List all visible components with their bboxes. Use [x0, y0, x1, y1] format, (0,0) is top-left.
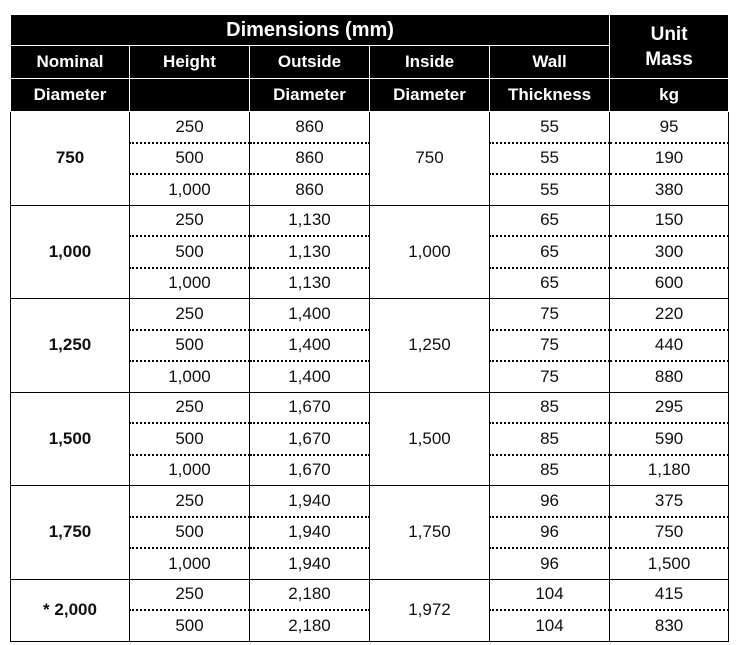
- unit-mass-cell: 1,180: [610, 455, 729, 486]
- unit-mass-cell: 300: [610, 236, 729, 268]
- wall-thickness-cell: 75: [490, 299, 610, 330]
- unit-mass-cell: 830: [610, 610, 729, 641]
- unit-mass-cell: 380: [610, 174, 729, 205]
- inside-diameter-cell: 1,972: [370, 579, 490, 641]
- height-subheader: [130, 79, 250, 112]
- outside-diameter-cell: 1,400: [250, 299, 370, 330]
- dimensions-table-container: [10, 14, 728, 642]
- unit-mass-cell: 590: [610, 423, 729, 455]
- height-cell: 1,000: [130, 548, 250, 579]
- nominal-diameter-cell: * 2,000: [11, 579, 130, 641]
- wall-thickness-subheader: Thickness: [490, 79, 610, 112]
- wall-thickness-cell: 65: [490, 236, 610, 268]
- wall-thickness-cell: 55: [490, 112, 610, 143]
- unit-mass-cell: 150: [610, 205, 729, 236]
- unit-mass-cell: 220: [610, 299, 729, 330]
- table-row: [11, 205, 729, 236]
- unit-mass-cell: 1,500: [610, 548, 729, 579]
- height-cell: 250: [130, 486, 250, 517]
- unit-mass-cell: 750: [610, 517, 729, 549]
- table-row: [11, 299, 729, 330]
- outside-diameter-cell: 1,400: [250, 361, 370, 392]
- unit-mass-header: [610, 15, 729, 79]
- height-cell: 1,000: [130, 361, 250, 392]
- nominal-diameter-subheader: Diameter: [11, 79, 130, 112]
- height-cell: 500: [130, 610, 250, 641]
- outside-diameter-cell: 1,940: [250, 548, 370, 579]
- dimensions-table: [10, 14, 729, 642]
- wall-thickness-cell: 65: [490, 268, 610, 299]
- outside-diameter-subheader: Diameter: [250, 79, 370, 112]
- unit-mass-cell: 95: [610, 112, 729, 143]
- inside-diameter-cell: 1,000: [370, 205, 490, 299]
- table-row: [11, 112, 729, 143]
- wall-thickness-cell: 55: [490, 143, 610, 175]
- unit-mass-cell: 880: [610, 361, 729, 392]
- outside-diameter-cell: 1,130: [250, 236, 370, 268]
- mass-label: Mass: [645, 48, 693, 70]
- height-cell: 1,000: [130, 455, 250, 486]
- wall-thickness-cell: 75: [490, 330, 610, 362]
- inside-header: Inside: [370, 46, 490, 79]
- height-cell: 500: [130, 143, 250, 175]
- nominal-diameter-cell: 1,500: [11, 392, 130, 486]
- unit-mass-cell: 295: [610, 392, 729, 423]
- height-cell: 250: [130, 579, 250, 610]
- wall-thickness-cell: 55: [490, 174, 610, 205]
- height-cell: 500: [130, 236, 250, 268]
- table-row: [11, 392, 729, 423]
- inside-diameter-cell: 1,250: [370, 299, 490, 393]
- wall-thickness-cell: 75: [490, 361, 610, 392]
- wall-thickness-cell: 104: [490, 610, 610, 641]
- inside-diameter-cell: 1,750: [370, 486, 490, 580]
- height-cell: 500: [130, 423, 250, 455]
- unit-mass-cell: 190: [610, 143, 729, 175]
- inside-diameter-cell: 750: [370, 112, 490, 206]
- height-cell: 1,000: [130, 174, 250, 205]
- inside-diameter-cell: 1,500: [370, 392, 490, 486]
- wall-thickness-cell: 96: [490, 486, 610, 517]
- outside-diameter-cell: 1,670: [250, 455, 370, 486]
- nominal-header: Nominal: [11, 46, 130, 79]
- outside-diameter-cell: 1,130: [250, 205, 370, 236]
- table-header: [11, 15, 729, 112]
- outside-diameter-cell: 860: [250, 143, 370, 175]
- height-cell: 250: [130, 299, 250, 330]
- wall-thickness-cell: 96: [490, 548, 610, 579]
- outside-header: Outside: [250, 46, 370, 79]
- height-cell: 250: [130, 112, 250, 143]
- height-cell: 500: [130, 517, 250, 549]
- nominal-diameter-cell: 750: [11, 112, 130, 206]
- outside-diameter-cell: 1,670: [250, 423, 370, 455]
- outside-diameter-cell: 860: [250, 112, 370, 143]
- table-row: [11, 579, 729, 610]
- nominal-diameter-cell: 1,750: [11, 486, 130, 580]
- outside-diameter-cell: 1,940: [250, 517, 370, 549]
- table-row: [11, 486, 729, 517]
- table-body: [11, 112, 729, 642]
- outside-diameter-cell: 1,400: [250, 330, 370, 362]
- mass-unit-subheader: kg: [610, 79, 729, 112]
- wall-thickness-cell: 85: [490, 455, 610, 486]
- height-cell: 250: [130, 205, 250, 236]
- outside-diameter-cell: 1,670: [250, 392, 370, 423]
- nominal-diameter-cell: 1,000: [11, 205, 130, 299]
- unit-mass-cell: 375: [610, 486, 729, 517]
- wall-thickness-cell: 65: [490, 205, 610, 236]
- height-cell: 500: [130, 330, 250, 362]
- wall-thickness-cell: 96: [490, 517, 610, 549]
- outside-diameter-cell: 2,180: [250, 610, 370, 641]
- height-header: Height: [130, 46, 250, 79]
- inside-diameter-subheader: Diameter: [370, 79, 490, 112]
- outside-diameter-cell: 1,130: [250, 268, 370, 299]
- nominal-diameter-cell: 1,250: [11, 299, 130, 393]
- wall-thickness-cell: 85: [490, 392, 610, 423]
- unit-mass-cell: 600: [610, 268, 729, 299]
- height-cell: 1,000: [130, 268, 250, 299]
- wall-header: Wall: [490, 46, 610, 79]
- unit-mass-cell: 415: [610, 579, 729, 610]
- height-cell: 250: [130, 392, 250, 423]
- dimensions-title: Dimensions (mm): [11, 15, 610, 46]
- outside-diameter-cell: 2,180: [250, 579, 370, 610]
- wall-thickness-cell: 104: [490, 579, 610, 610]
- unit-label: Unit: [650, 23, 688, 45]
- unit-mass-cell: 440: [610, 330, 729, 362]
- outside-diameter-cell: 1,940: [250, 486, 370, 517]
- wall-thickness-cell: 85: [490, 423, 610, 455]
- outside-diameter-cell: 860: [250, 174, 370, 205]
